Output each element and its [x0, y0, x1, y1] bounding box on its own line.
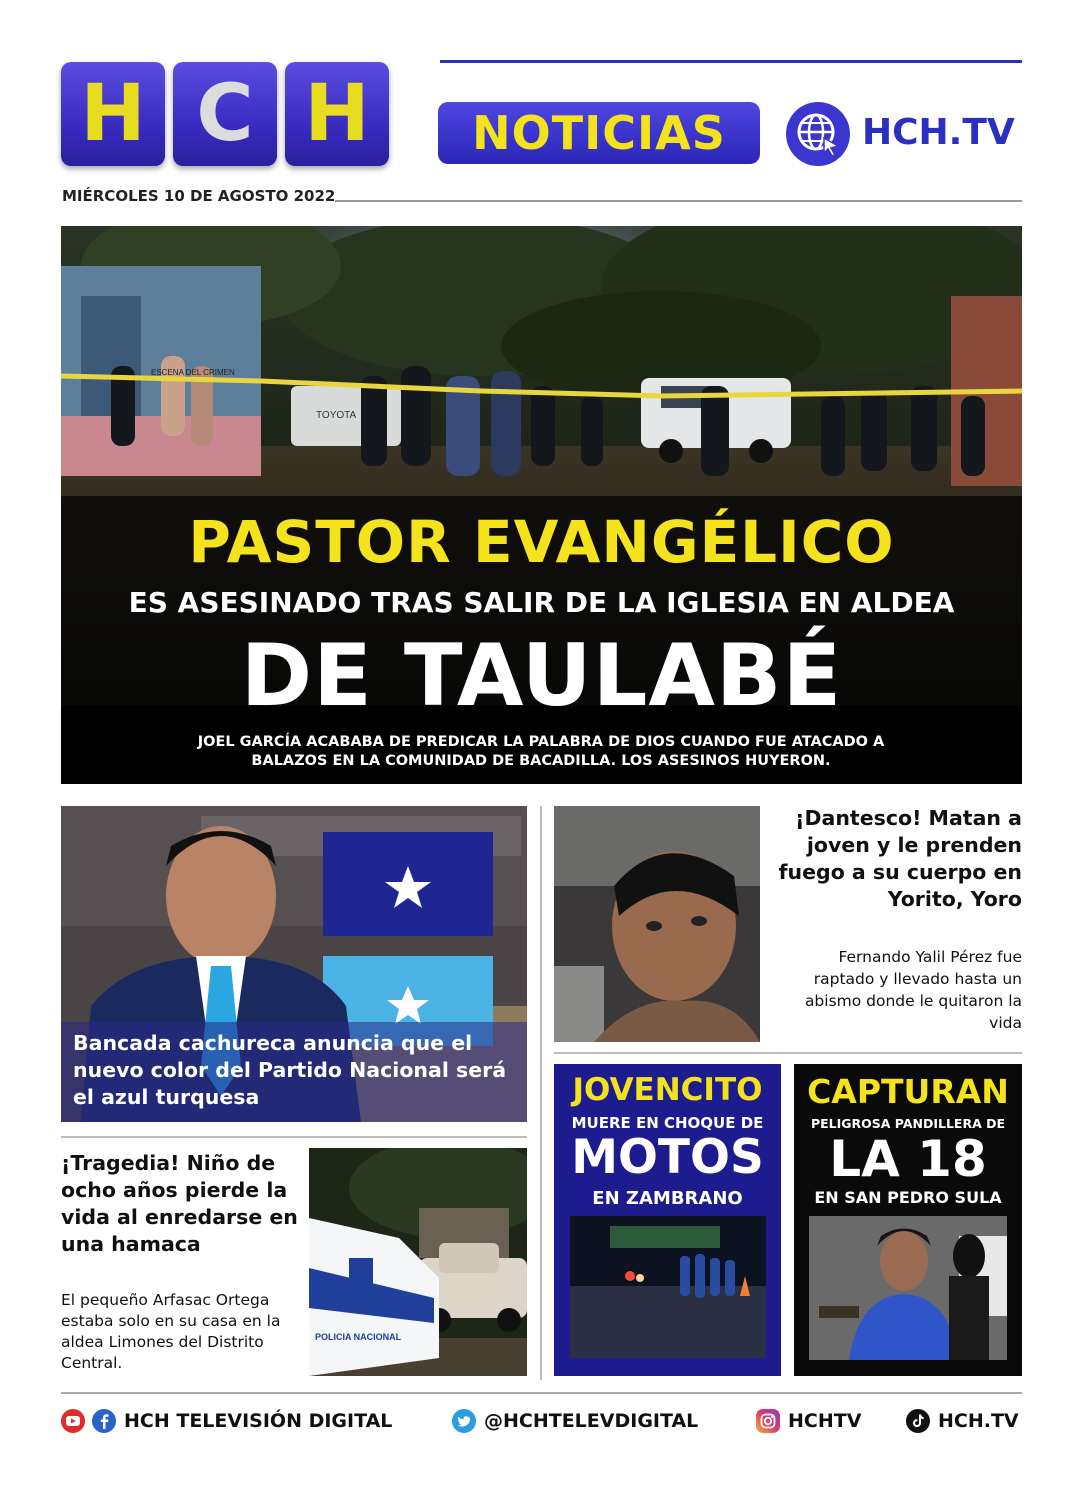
- tape-text: ESCENA DEL CRIMEN: [151, 368, 235, 377]
- footer-facebook-label[interactable]: HCH TELEVISIÓN DIGITAL: [124, 1410, 393, 1432]
- yorito-body: Fernando Yalil Pérez fue raptado y llevado hasta un abismo donde le quitaron la vida: [804, 948, 1022, 1032]
- captura-line2: PELIGROSA PANDILLERA DE: [810, 1116, 1006, 1131]
- youtube-icon[interactable]: [61, 1409, 85, 1433]
- yorito-story-photo[interactable]: [554, 806, 760, 1042]
- motos-line2: MUERE EN CHOQUE DE: [571, 1114, 764, 1132]
- lead-headline-primary: PASTOR EVANGÉLICO: [188, 508, 895, 576]
- logo-letter-1: H: [61, 62, 165, 166]
- motos-story[interactable]: [554, 1064, 781, 1376]
- lead-story[interactable]: [61, 226, 1022, 784]
- yorito-headline[interactable]: ¡Dantesco! Matan a joven y le prenden fuego a su cuerpo en Yorito, Yoro: [778, 806, 1022, 911]
- date-divider: [335, 200, 1022, 202]
- globe-icon[interactable]: [786, 102, 850, 166]
- captura-title: CAPTURAN: [807, 1072, 1009, 1111]
- lead-subtitle: JOEL GARCÍA ACABABA DE PREDICAR LA PALABRA DE DIOS CUANDO FUE ATACADO A BALAZOS EN LA COMUNIDAD DE BACADILLA. LOS ASESINOS HUYERON.: [197, 734, 885, 769]
- motos-title: JOVENCITO: [572, 1072, 763, 1108]
- footer-tiktok-label[interactable]: HCH.TV: [938, 1410, 1019, 1432]
- logo-letter-2: C: [173, 62, 277, 166]
- vehicle-text: TOYOTA: [316, 410, 357, 421]
- motos-line4: EN ZAMBRANO: [592, 1188, 743, 1209]
- motos-photo: [570, 1216, 766, 1358]
- motos-line3: MOTOS: [571, 1130, 764, 1185]
- captura-photo: [809, 1216, 1007, 1360]
- twitter-icon[interactable]: [452, 1409, 476, 1433]
- captura-line4: EN SAN PEDRO SULA: [814, 1188, 1002, 1207]
- lead-headline-secondary: ES ASESINADO TRAS SALIR DE LA IGLESIA EN ALDEA: [128, 586, 955, 619]
- left-column-divider: [61, 1136, 527, 1138]
- footer-twitter-label[interactable]: @HCHTELEVDIGITAL: [484, 1410, 699, 1432]
- column-divider: [540, 806, 542, 1380]
- logo-letter-3: H: [285, 62, 389, 166]
- website-link[interactable]: HCH.TV: [862, 112, 1015, 153]
- footer-divider: [61, 1392, 1022, 1394]
- partido-caption[interactable]: Bancada cachureca anuncia que el nuevo color del Partido Nacional será el azul turquesa: [73, 1031, 507, 1109]
- lead-headline-location: DE TAULABÉ: [240, 626, 843, 726]
- police-car-text: POLICIA NACIONAL: [315, 1332, 402, 1342]
- hamaca-story-photo[interactable]: [309, 1148, 527, 1376]
- top-rule: [440, 60, 1022, 63]
- hamaca-body: El pequeño Arfasac Ortega estaba solo en su casa en la aldea Limones del Distrito Central.: [61, 1291, 281, 1372]
- footer-instagram-label[interactable]: HCHTV: [788, 1410, 862, 1432]
- instagram-icon[interactable]: [756, 1409, 780, 1433]
- right-column-divider: [554, 1052, 1022, 1054]
- section-label: NOTICIAS: [438, 102, 760, 164]
- captura-story[interactable]: [794, 1064, 1022, 1376]
- tiktok-icon[interactable]: [906, 1409, 930, 1433]
- facebook-icon[interactable]: [92, 1409, 116, 1433]
- captura-line3: LA 18: [829, 1130, 987, 1188]
- hamaca-headline[interactable]: ¡Tragedia! Niño de ocho años pierde la vida al enredarse en una hamaca: [61, 1151, 298, 1256]
- issue-date: MIÉRCOLES 10 DE AGOSTO 2022: [62, 187, 336, 205]
